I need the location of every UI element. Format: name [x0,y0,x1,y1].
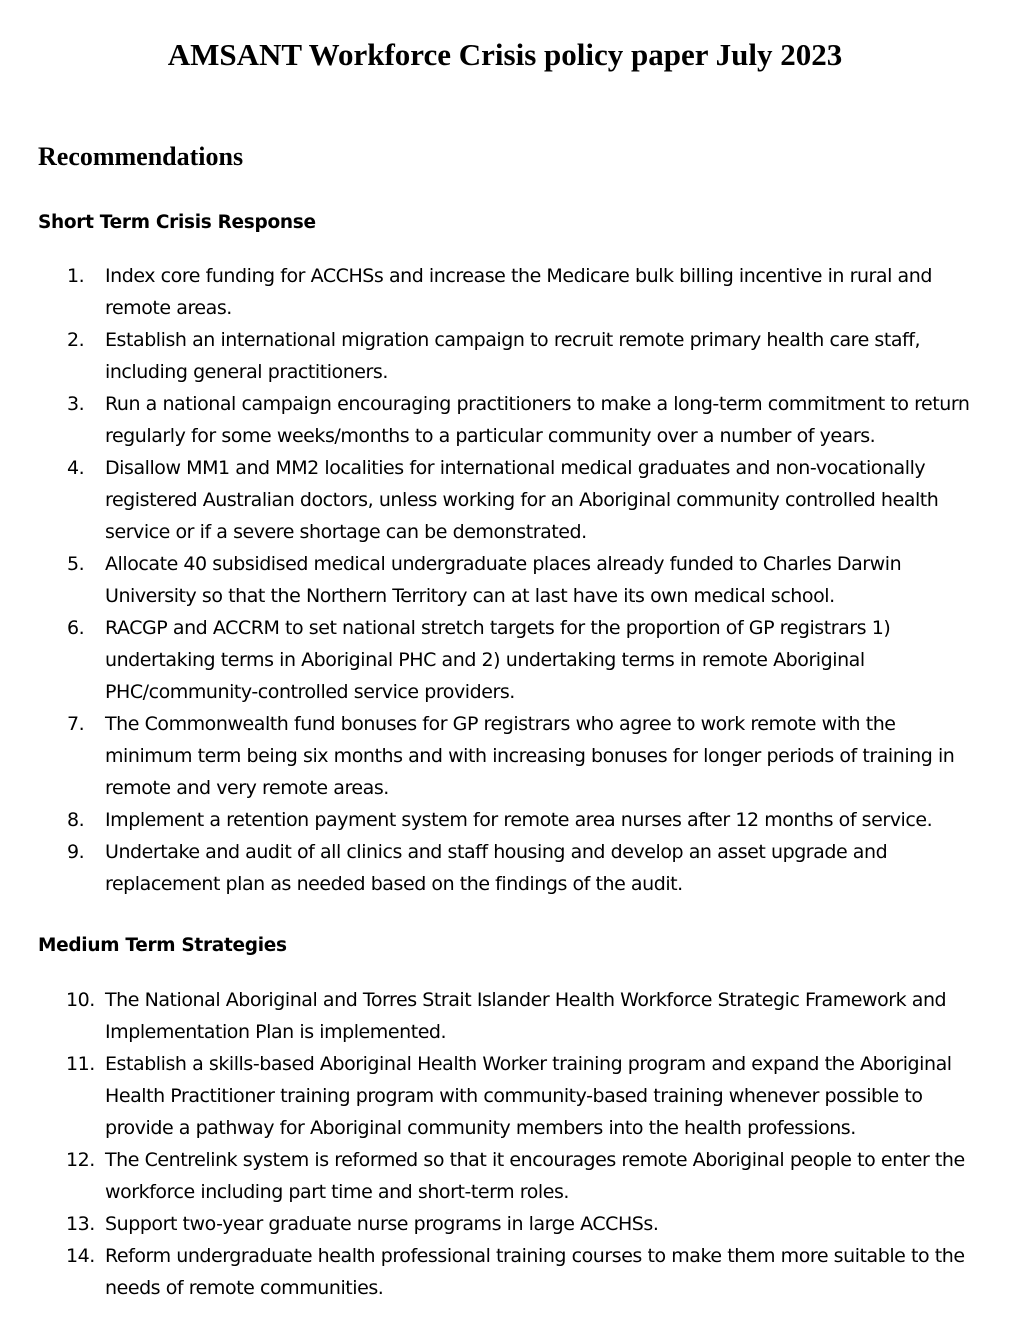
recommendation-number: 8. [67,809,85,831]
recommendation-text: Run a national campaign encouraging practitioners to make a long-term commitment to return regularly for some weeks/months to a particular community over a number of years. [105,393,970,447]
recommendation-item [0,1240,975,1304]
medium-term-list [0,984,1022,1304]
recommendation-number: 6. [67,617,85,639]
recommendation-text: Allocate 40 subsidised medical undergraduate places already funded to Charles Darwin University so that the Northern Territory can at last have its own medical school. [105,553,902,607]
recommendation-text: Establish a skills-based Aboriginal Health Worker training program and expand the Aboriginal Health Practitioner training program with community-based training whenever possible to provide a pathway for Aboriginal community members into the health professions. [105,1053,952,1139]
recommendation-text: Establish an international migration campaign to recruit remote primary health care staff, including general practitioners. [105,329,921,383]
recommendation-item [0,1048,975,1144]
recommendation-item [0,388,975,452]
recommendation-text: The Centrelink system is reformed so that it encourages remote Aboriginal people to enter the workforce including part time and short-term roles. [105,1149,965,1203]
recommendation-number: 1. [67,265,85,287]
recommendation-item [0,324,975,388]
recommendation-number: 7. [67,713,85,735]
recommendation-text: Implement a retention payment system for remote area nurses after 12 months of service. [105,809,933,831]
recommendation-number: 10. [66,989,95,1011]
recommendation-text: Index core funding for ACCHSs and increase the Medicare bulk billing incentive in rural and remote areas. [105,265,932,319]
recommendation-text: Reform undergraduate health professional training courses to make them more suitable to the needs of remote communities. [105,1245,965,1299]
recommendation-item [0,452,975,548]
recommendation-item [0,708,975,804]
recommendation-text: The Commonwealth fund bonuses for GP registrars who agree to work remote with the minimum term being six months and with increasing bonuses for longer periods of training in remote and very remote areas. [105,713,955,799]
recommendation-item [0,548,975,612]
recommendation-item [0,612,975,708]
recommendation-number: 11. [66,1053,95,1075]
recommendation-item [0,804,975,836]
recommendation-text: Support two-year graduate nurse programs in large ACCHSs. [105,1213,659,1235]
medium-term-heading: Medium Term Strategies [38,935,287,956]
recommendation-number: 13. [66,1213,95,1235]
recommendation-number: 5. [67,553,85,575]
recommendation-number: 9. [67,841,85,863]
document-title: AMSANT Workforce Crisis policy paper July 2023 [167,37,843,72]
recommendation-text: RACGP and ACCRM to set national stretch targets for the proportion of GP registrars 1) undertaking terms in Aboriginal PHC and 2) undertaking terms in remote Aboriginal PHC/community-controlled service providers. [105,617,891,703]
recommendation-number: 4. [67,457,85,479]
short-term-list [0,260,1022,900]
recommendation-item [0,1208,975,1240]
recommendation-item [0,260,975,324]
recommendation-number: 12. [66,1149,95,1171]
short-term-heading: Short Term Crisis Response [38,212,316,233]
recommendation-number: 14. [66,1245,95,1267]
recommendation-text: Disallow MM1 and MM2 localities for international medical graduates and non-vocationally registered Australian doctors, unless working for an Aboriginal community controlled health service or if a severe shortage can be demonstrated. [105,457,939,543]
recommendation-item [0,836,975,900]
recommendations-heading: Recommendations [38,142,244,171]
recommendation-text: Undertake and audit of all clinics and staff housing and develop an asset upgrade and replacement plan as needed based on the findings of the audit. [105,841,888,895]
recommendation-item [0,1144,975,1208]
recommendation-number: 3. [67,393,85,415]
recommendation-item [0,984,975,1048]
recommendation-text: The National Aboriginal and Torres Strait Islander Health Workforce Strategic Framework and Implementation Plan is implemented. [105,989,947,1043]
recommendation-number: 2. [67,329,85,351]
